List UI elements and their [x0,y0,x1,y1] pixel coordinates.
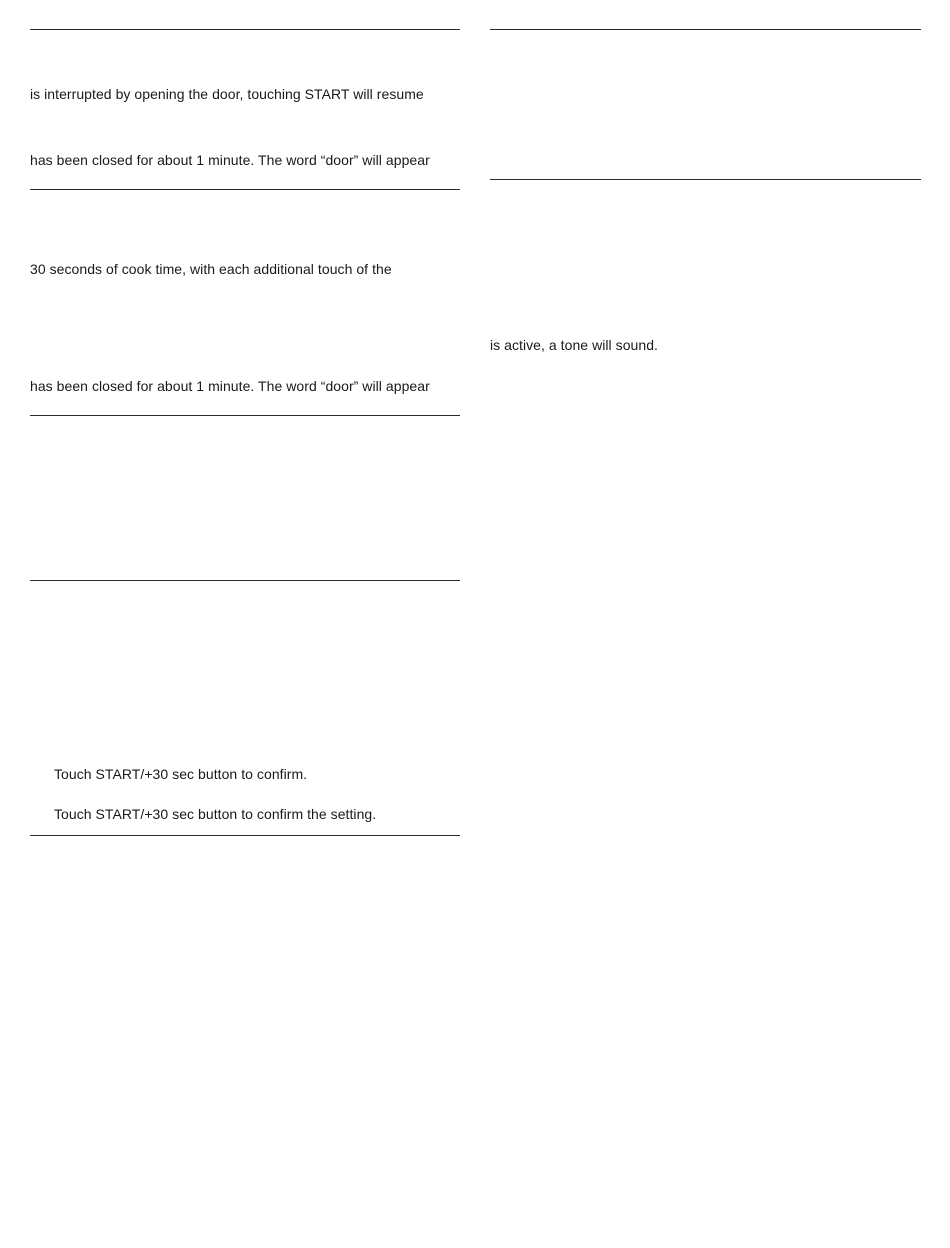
paragraph-line: has been closed for about 1 minute. The word “door” will appear [30,152,430,168]
section-divider [490,29,921,30]
section-divider [490,179,921,180]
paragraph-line: is interrupted by opening the door, touching START will resume [30,86,424,102]
section-divider [30,580,460,581]
section-divider [30,189,460,190]
section-divider [30,415,460,416]
instruction-step: Touch START/+30 sec button to confirm. [54,766,308,782]
paragraph-line: is active, a tone will sound. [490,337,658,353]
paragraph-line: 30 seconds of cook time, with each additional touch of the [30,261,392,277]
paragraph-line: has been closed for about 1 minute. The word “door” will appear [30,378,430,394]
section-divider [30,835,460,836]
instruction-step: Touch START/+30 sec button to confirm the setting. [54,806,377,822]
section-divider [30,29,460,30]
